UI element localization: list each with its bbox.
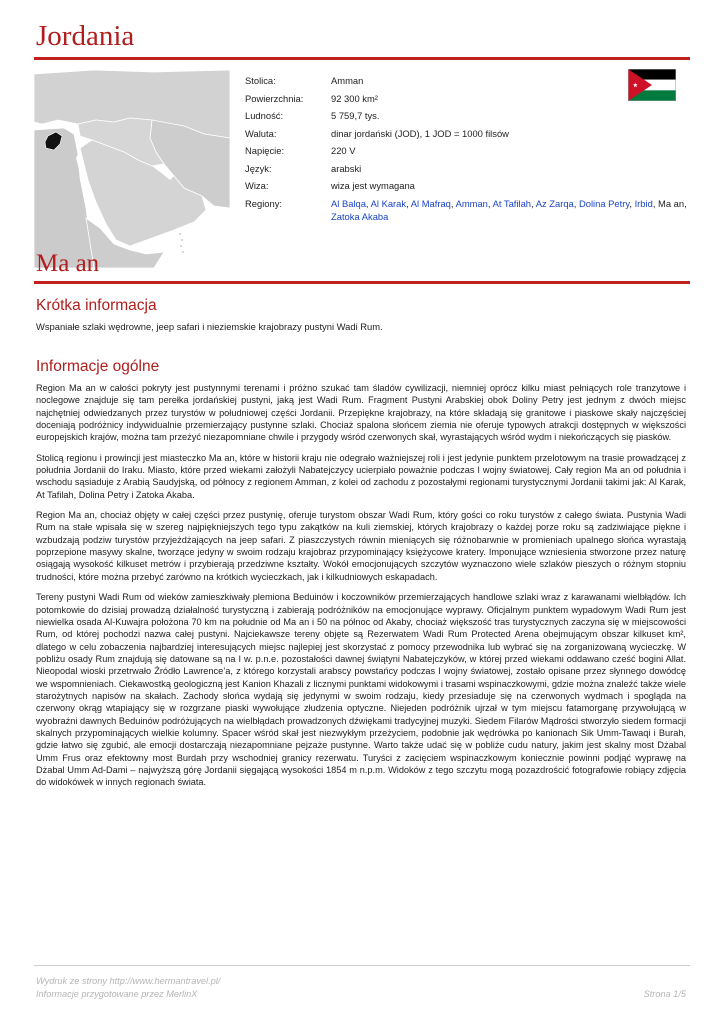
fact-label: Napięcie: xyxy=(245,145,285,156)
fact-label: Ludność: xyxy=(245,110,284,121)
fact-label: Waluta: xyxy=(245,127,277,139)
region-title: Ma an xyxy=(36,250,100,277)
region-link[interactable]: Az Zarqa xyxy=(535,197,574,209)
fact-row-voltage xyxy=(245,142,693,160)
region-link[interactable]: Al Mafraq xyxy=(410,197,451,209)
region-link[interactable]: Zatoka Akaba xyxy=(331,211,389,222)
fact-value: wiza jest wymagana xyxy=(331,180,415,191)
paragraph: Region Ma an, chociaż objęty w całej części przez pustynię, oferuje turystom obszar Wadi Rum, który gości co roku turystów z całego świata. Pustynia Wadi Rum na stałe wpisała się w szereg najpiękniejszych tego typu zakątków na kuli ziemskiej, których krajobrazy o każdej porze roku są zadziwiające piękne i wzbudzają podziw turystów przyjeżdżających na jeep safari. Z piaszczystych równin mieniących się różnobarwnie w promieniach upalnego słońca wyrastają poprzepione masywy skalne, tworzące jedyny w swoim rodzaju krajobraz przypominający księżycowe kratery. Imponujące wzniesienia stworzone przez naturę osiągają wysokość kilkuset metrów i przybierają przedziwne kształty. Wokół emocjonujących szczytów wyznaczono wiele szlaków pieszych o różnym stopniu trudności, które można przebyć zarówno na krótkich wycieczkach, jak i kilkudniowych eskapadach. xyxy=(36,510,686,582)
footer-source: Wydruk ze strony http://www.hermantravel.pl/ xyxy=(36,976,221,986)
region-current: Ma an xyxy=(658,197,685,209)
region-link[interactable]: At Tafilah xyxy=(492,197,532,209)
short-info-heading: Krótka informacja xyxy=(36,297,157,314)
fact-row-population xyxy=(245,107,693,125)
fact-value: 5 759,7 tys. xyxy=(331,110,380,121)
fact-row-visa xyxy=(245,177,693,195)
fact-label: Regiony: xyxy=(245,197,283,209)
paragraph: Tereny pustyni Wadi Rum od wieków zamieszkiwały plemiona Beduinów i koczowników przemierzających handlowe szlaki wraz z karawanami wielbłądów. Ich potomkowie do dzisiaj prowadzą działalność turystyczną i zabierają podróżników na emocjonujące wyprawy. Oficjalnym punktem wypadowym Wadi Rum jest niewielka osada Al-Kuwajra położona 70 km na południe od Ma an i 50 na północ od Akaby, chociaż większość tras turystycznych zaczyna się w miejscowości Rum, od której pochodzi nazwa całej pustyni. Najciekawsze tereny objęte są Rezerwatem Wadi Rum Protected Arena obejmującym obszar kilkuset km², dlatego w celu zobaczenia najbardziej interesujących miejsc najlepiej jest skorzystać z pomocy przewodnika lub wybrać się na zorganizowaną wycieczkę. W pobliżu osady Rum znajdują się datowane są na I w. p.n.e. pozostałości dawnej świątyni Nabatejczyków, w której przed wiekami oddawano cześć bogini Allat. Nieopodal wioski przetrwało Źródło Lawrence’a, z którego korzystali arabscy powstańcy podczas I wojny światowej, zostało opisane przez słynnego dowódcę we wspomnieniach. Ciekawostką geologiczną jest Kanion Khazali z licznymi punktami widokowymi i trasami wspinaczkowymi, gdzie można znaleźć także wiele starożytnych napisów na skałach. Zachody słońca wydają się jedynymi w swoim rodzaju, kiedy przesiaduje się na czerwonych wydmach i spogląda na czerwony okrąg wtapiający się w rozgrzane piaski wywołujące złudzenia optyczne. Niejeden podróżnik ujrzał w tym miejscu fatamorganę przywołującą w wyobraźni dawnych Beduinów podróżujących na wielbłądach prowadzonych dźwiękami tradycyjnej muzyki. Siedem Filarów Mądrości stworzyło siedem formacji skalnych przypominających wielkie kolumny. Spacer wśród skał jest niezwykłym przeżyciem, podobnie jak wędrówka po kanionach Sik Umm-Tawaqi i Burah, gdzie łatwo się zgubić, ale emocji dostarczają niezapomniane pejzaże pustynne. Warto także udać się w pobliże cudu natury, jakim jest skalny most Dżabal Umm Frus oraz efektowny most Burdah przy wschodniej granicy rezerwatu. Turyści z zacięciem wspinaczkowym koniecznie powinni podjąć wyprawę na Dżabal Umm Ad-Dami – najwyższą górę Jordanii sięgającą wysokości 1854 m n.p.m. Widoków z tego szczytu mogą pozazdrościć fotografowie robiący zdjęcia do widokówek w innych regionach świata. xyxy=(36,592,686,788)
general-info-heading: Informacje ogólne xyxy=(36,358,160,375)
page-number: Strona 1/5 xyxy=(643,989,686,999)
fact-row-capital xyxy=(245,72,693,90)
fact-label: Wiza: xyxy=(245,180,269,191)
footer-credit: Informacje przygotowane przez MerlinX xyxy=(36,989,198,999)
fact-value: 220 V xyxy=(331,145,356,156)
region-list: Al Balqa, Al Karak, Al Mafraq, Amman, At Tafilah, Az Zarqa, Dolina Petry, Irbid, Ma an, Zatoka Akaba xyxy=(331,197,687,222)
fact-value: Amman xyxy=(331,75,364,86)
paragraph: Region Ma an w całości pokryty jest pustynnymi terenami i próżno szukać tam śladów cywilizacji, niemniej oprócz kilku miast pełniących role tranzytowe i noclegowe znajduje się tam perełka jordańskiej pustyni, jaką jest Wadi Rum. Fragment Pustyni Arabskiej obok Doliny Petry jest jednym z dwóch miejsc najchętniej odwiedzanych przez turystów w południowej części Jordanii. Przepiękne krajobrazy, na które składają się granitowe i piaskowe skały najczęściej doceniają podróżnicy indywidualnie przemierzający pustynne szlaki. Chociaż spalona słońcem ziemia nie oferuje typowych atrakcji dostępnych w większości europejskich krajów, można tam przeżyć niezapomniane chwile i przygody wśród czerwonych skał, wyrastających wśród wydm i niekończących się piasków. xyxy=(36,383,686,443)
region-link[interactable]: Al Karak xyxy=(370,197,407,209)
region-link[interactable]: Al Balqa xyxy=(331,197,366,209)
fact-value: 92 300 km² xyxy=(331,92,378,104)
locator-map xyxy=(34,68,230,268)
page-title: Jordania xyxy=(36,20,135,52)
fact-row-language xyxy=(245,160,693,178)
short-info-text: Wspaniałe szlaki wędrowne, jeep safari i nieziemskie krajobrazy pustyni Wadi Rum. xyxy=(36,321,383,332)
facts-table xyxy=(245,72,693,224)
region-link[interactable]: Irbid xyxy=(634,197,653,209)
fact-row-area xyxy=(245,90,693,108)
region-link[interactable]: Amman xyxy=(455,197,488,209)
footer-divider xyxy=(34,965,690,966)
region-divider xyxy=(34,281,690,284)
general-info-body xyxy=(36,382,686,797)
fact-row-currency xyxy=(245,125,693,143)
title-divider xyxy=(34,57,690,60)
fact-row-regions xyxy=(245,195,693,224)
fact-label: Powierzchnia: xyxy=(245,92,304,104)
region-link[interactable]: Dolina Petry xyxy=(578,197,630,209)
fact-value: dinar jordański (JOD), 1 JOD = 1000 filsów xyxy=(331,127,509,139)
fact-value: arabski xyxy=(331,162,362,174)
paragraph: Stolicą regionu i prowincji jest miasteczko Ma an, które w historii kraju nie odegrało ważniejszej roli i jest jedynie punktem przelotowym na trasie prowadzącej z południa Jordanii do Iraku. Miasto, które przed wiekami założyli Nabatejczycy ucierpiało poważnie podczas I wojny światowej. Cały region Ma an od południa i wschodu sąsiaduje z Arabią Saudyjską, od północy z regionem Amman, z kolei od zachodu z pozostałymi regionami turystycznymi Jordanii takimi jak: Al Karak, At Tafilah, Dolina Petry i Zatoka Akaba. xyxy=(36,452,686,500)
flag-icon xyxy=(628,69,676,101)
fact-label: Język: xyxy=(245,162,272,174)
fact-label: Stolica: xyxy=(245,75,276,86)
